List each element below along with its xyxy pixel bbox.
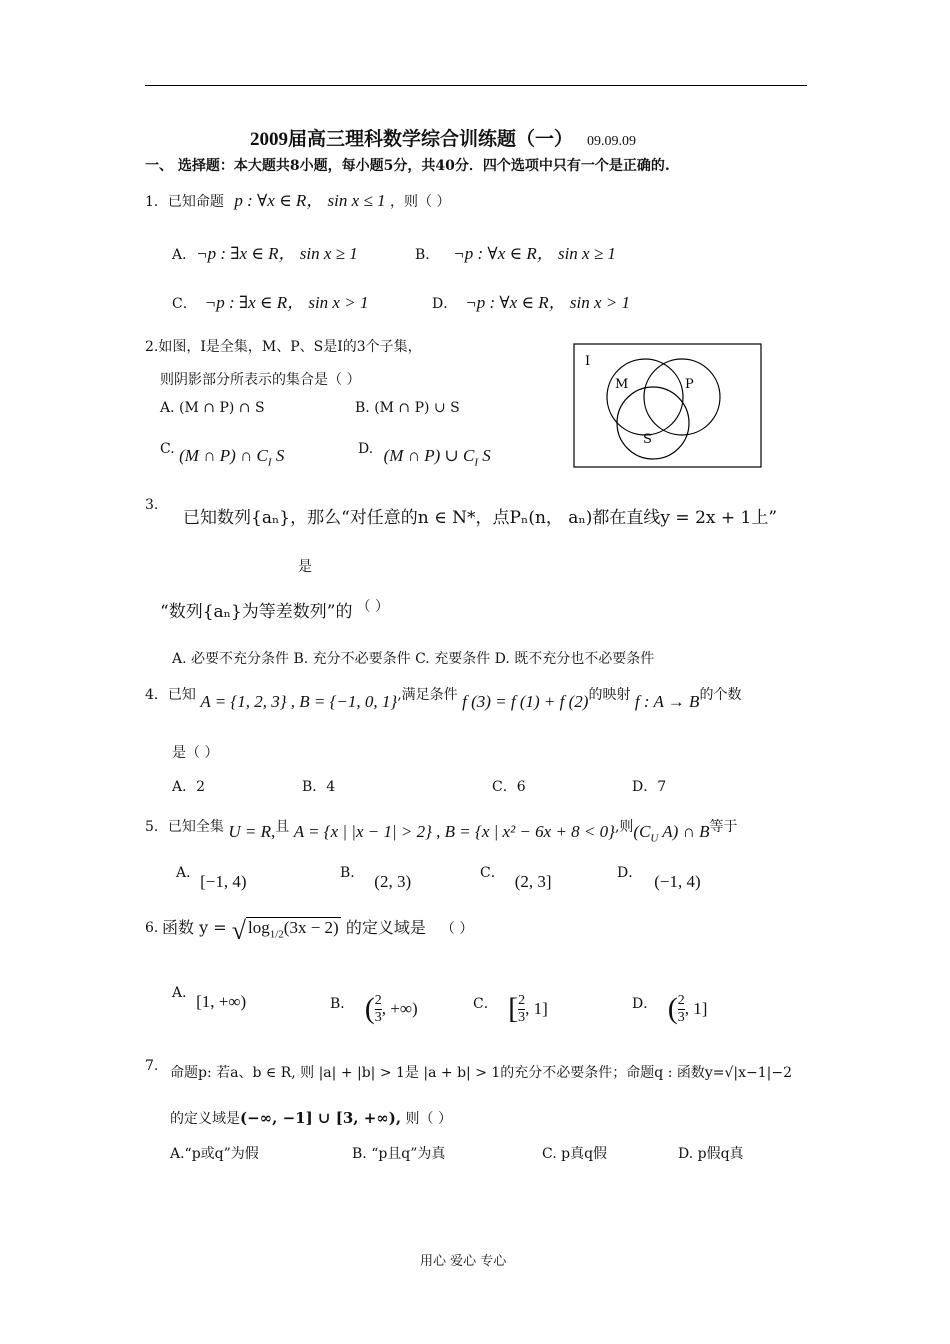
label-i: I — [585, 354, 591, 369]
q6-option-a: A．[1, +∞) — [172, 985, 247, 1011]
fraction-two-thirds: 2 3 — [518, 992, 526, 1025]
q2-option-d: D. (M ∩ P) ∪ $C_I$ S — [358, 441, 491, 469]
q5-option-a: A．[−1, 4) — [176, 865, 247, 891]
fraction-two-thirds: 2 3 — [677, 992, 685, 1025]
q5-option-c: C． (2, 3] — [480, 865, 552, 891]
q1-stem: 1．已知命题 p : ∀x ∈ R， sin x ≤ 1 ，则（ ） — [145, 191, 451, 210]
header-rule — [145, 85, 807, 86]
q2-option-b: B. (M ∩ P) ∪ S — [355, 400, 460, 416]
q4-stem: 4．已知 A = {1, 2, 3} , B = {−1, 0, 1},满足条件 f (3) = f (1) + f (2)的映射 f : A → B的个数 — [145, 687, 742, 711]
page-footer: 用心 爱心 专心 — [420, 1254, 507, 1269]
q7-line1: 命题p: 若a、b ∈ R, 则 |a| + |b| > 1是 |a + b| > 1的充分不必要条件；命题q : 函数y=√|x−1|−2 — [170, 1065, 793, 1081]
q2-line1: 2.如图，I是全集，M、P、S是I的3个子集， — [145, 339, 422, 355]
q6-option-b: B． ( 2 3 , +∞) — [330, 992, 418, 1025]
q6-option-d: D． ( 2 3 , 1] — [632, 992, 708, 1025]
q7-option-c: C. p真q假 — [542, 1146, 608, 1162]
label-p: P — [685, 377, 694, 392]
q5-stem: 5．已知全集 U = R,且 A = {x | |x − 1| > 2} , B = {x | x² − 6x + 8 < 0},则($C_U$ A) ∩ B等于 — [145, 819, 738, 845]
q4-option-a: A．2 — [172, 779, 206, 795]
q7-option-b: B. “p且q”为真 — [352, 1146, 446, 1162]
q1-option-b: B． ¬p : ∀x ∈ R， sin x ≥ 1 — [415, 244, 616, 263]
q6-option-c: C． [ 2 3 , 1] — [473, 992, 548, 1025]
q2-option-a: A. (M ∩ P) ∩ S — [160, 400, 265, 416]
q3-line1: 已知数列{aₙ}，那么“对任意的n ∈ N*，点Pₙ(n， aₙ)都在直线y = 2x + 1上” — [183, 508, 778, 528]
q4-option-b: B．4 — [302, 779, 336, 795]
label-m: M — [615, 377, 629, 392]
q3-options: A. 必要不充分条件 B. 充分不必要条件 C. 充要条件 D. 既不充分也不必要条件 — [172, 651, 655, 667]
q4-option-d: D．7 — [632, 779, 667, 795]
venn-diagram — [573, 343, 763, 469]
q1-option-d: D． ¬p : ∀x ∈ R， sin x > 1 — [432, 293, 630, 312]
q1-math: p : ∀x ∈ R， sin x ≤ 1 — [234, 191, 386, 210]
q3-num: 3. — [145, 497, 159, 513]
q2-option-c: C. (M ∩ P) ∩ $C_I$ S — [160, 441, 285, 469]
q6-num: 6. — [145, 920, 159, 936]
q3-line2: 是 — [298, 559, 312, 575]
q4-option-c: C．6 — [492, 779, 526, 795]
circle-s — [617, 387, 689, 459]
q7-option-a: A.“p或q”为假 — [170, 1146, 259, 1162]
circle-p — [644, 359, 720, 435]
q6-stem: 函数 y = √ $\log_{1/2}(3x - 2)$ 的定义域是 （ ） — [162, 910, 473, 940]
q3-line3: “数列{aₙ}为等差数列”的 （ ） — [160, 599, 389, 622]
section-heading: 一、 选择题：本大题共8小题，每小题5分，共40分．四个选项中只有一个是正确的. — [145, 158, 670, 174]
label-s: S — [643, 432, 652, 447]
q7-num: 7. — [145, 1058, 159, 1074]
circle-m — [607, 359, 683, 435]
date: 09.09.09 — [587, 134, 637, 149]
fraction-two-thirds: 2 3 — [374, 992, 382, 1025]
page-title: 2009届高三理科数学综合训练题（一） 09.09.09 — [250, 129, 637, 150]
q2-line2: 则阴影部分所表示的集合是（ ） — [160, 372, 361, 388]
sqrt-symbol: √ — [231, 916, 246, 945]
q1-option-c: C． ¬p : ∃x ∈ R， sin x > 1 — [172, 293, 369, 312]
q7-line2: 的定义域是(−∞, −1] ∪ [3, +∞), 则（ ） — [170, 1109, 452, 1127]
q5-option-d: D． (−1, 4) — [617, 865, 701, 891]
q4-line2: 是（ ） — [172, 745, 219, 761]
q7-option-d: D. p假q真 — [678, 1146, 744, 1162]
q1-option-a: A．¬p : ∃x ∈ R， sin x ≥ 1 — [172, 244, 358, 263]
q6-radical: √ $\log_{1/2}(3x - 2)$ — [231, 916, 339, 945]
q5-option-b: B． (2, 3) — [340, 865, 412, 891]
